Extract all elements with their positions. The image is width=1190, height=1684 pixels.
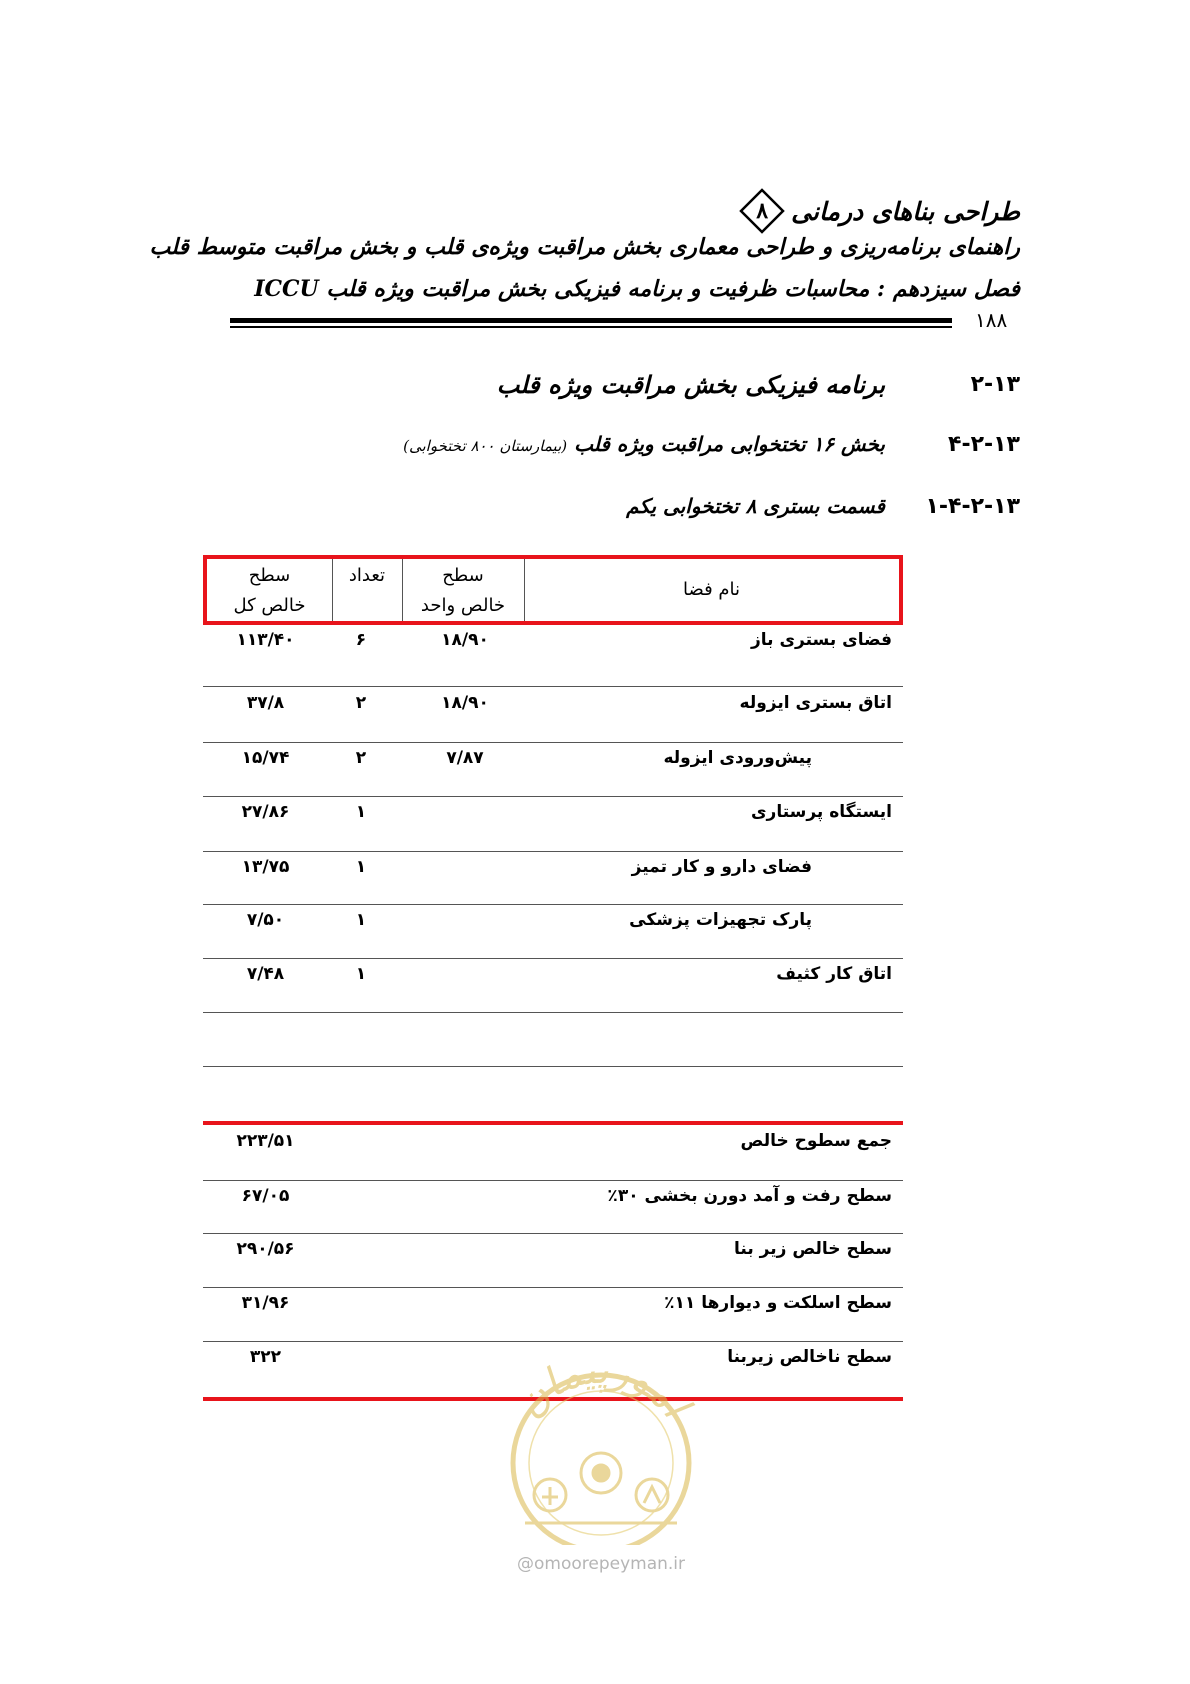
summary-row-total: ۲۲۳/۵۱ — [236, 1131, 295, 1151]
guide-title: راهنمای برنامه‌ریزی و طراحی معماری بخش مراقبت ویژه‌ی قلب و بخش مراقبت متوسط قلب — [149, 234, 1020, 260]
row-divider — [203, 796, 903, 797]
row-divider — [203, 958, 903, 959]
row-divider — [203, 904, 903, 905]
table-header — [203, 555, 903, 625]
row-divider — [203, 1066, 903, 1067]
summary-row-total: ۳۲۲ — [249, 1347, 282, 1367]
row-divider — [203, 686, 903, 687]
watermark-logo-text: امورپیمان — [506, 1346, 698, 1427]
table-row-name: اتاق بستری ایزوله — [739, 693, 892, 713]
header-unit-area-line2: خالص واحد — [420, 595, 506, 616]
summary-row-total: ۳۱/۹۶ — [241, 1293, 290, 1313]
table-row-total-area: ۷/۴۸ — [246, 964, 285, 984]
table-row-total-area: ۳۷/۸ — [246, 693, 285, 713]
page-number: ۱۸۸ — [975, 308, 1008, 332]
header-rule-thick — [230, 318, 952, 323]
table-row-total-area: ۲۷/۸۶ — [241, 802, 290, 822]
section-number-3: ۱-۴-۲-۱۳ — [925, 494, 1020, 519]
row-divider — [203, 1341, 903, 1342]
section-title-1 — [497, 370, 885, 399]
row-divider — [203, 1012, 903, 1013]
summary-row-name: سطح ناخالص زیربنا — [727, 1347, 892, 1367]
table-row-total-area: ۱۳/۷۵ — [241, 857, 290, 877]
summary-row-name: سطح رفت و آمد دورن بخشی ۳۰٪ — [607, 1186, 892, 1206]
table-row-name: اتاق کار کثیف — [776, 964, 892, 984]
summary-row-name: سطح خالص زیر بنا — [734, 1239, 892, 1259]
section-number-1: ۲-۱۳ — [970, 372, 1020, 397]
chapter-title: فصل سیزدهم : محاسبات ظرفیت و برنامه فیزیکی بخش مراقبت ویژه قلب ICCU — [254, 276, 1020, 302]
row-divider — [203, 1180, 903, 1181]
header-total-area-line2: خالص کل — [233, 595, 306, 616]
book-number: ۸ — [756, 198, 769, 224]
summary-row-total: ۲۹۰/۵۶ — [236, 1239, 295, 1259]
header-rule-thin — [230, 326, 952, 328]
header-total-area-line1: سطح — [248, 565, 291, 586]
book-number-diamond-icon — [739, 188, 785, 234]
table-row-unit-area: ۱۸/۹۰ — [441, 630, 489, 650]
header-total-area — [207, 561, 332, 621]
table-row-unit-area: ۱۸/۹۰ — [441, 693, 489, 713]
table-row-name: فضای بستری باز — [750, 630, 892, 650]
summary-row-name: جمع سطوح خالص — [740, 1131, 892, 1151]
table-row-name: پیش‌ورودی ایزوله — [663, 748, 812, 768]
watermark-url: @omoorepeyman.ir — [516, 1554, 686, 1574]
table-row-name: پارک تجهیزات پزشکی — [629, 910, 812, 930]
table-row-total-area: ۱۵/۷۴ — [241, 748, 290, 768]
watermark-logo-icon — [490, 1345, 712, 1545]
summary-row-total: ۶۷/۰۵ — [241, 1186, 290, 1206]
header-unit-area-line1: سطح — [442, 565, 484, 586]
row-divider — [203, 742, 903, 743]
section-title-3 — [626, 494, 885, 518]
table-row-unit-area: ۷/۸۷ — [446, 748, 484, 768]
table-row-name: فضای دارو و کار تمیز — [631, 857, 812, 877]
header-unit-area — [402, 561, 524, 621]
book-title: طراحی بناهای درمانی — [791, 196, 1020, 226]
section-title-2 — [403, 432, 885, 456]
row-divider — [203, 851, 903, 852]
section-number-2: ۴-۲-۱۳ — [948, 432, 1020, 457]
section-title-3-text: قسمت بستری ۸ تختخوابی یکم — [626, 494, 885, 518]
table-row-count: ۲ — [355, 693, 367, 713]
table-row-count: ۱ — [355, 802, 367, 822]
summary-top-red-rule — [203, 1121, 903, 1125]
row-divider — [203, 1287, 903, 1288]
section-title-2-note: (بیمارستان ۸۰۰ تختخوابی) — [403, 437, 568, 455]
table-row-count: ۶ — [355, 630, 367, 650]
book-title-line — [739, 188, 1020, 234]
header-count: تعداد — [348, 565, 386, 586]
section-title-2-text: بخش ۱۶ تختخوابی مراقبت ویژه قلب — [574, 432, 885, 456]
table-row-name: ایستگاه پرستاری — [750, 802, 892, 822]
summary-row-name: سطح اسلکت و دیوارها ۱۱٪ — [664, 1293, 892, 1313]
row-divider — [203, 1233, 903, 1234]
section-title-1-text: برنامه فیزیکی بخش مراقبت ویژه قلب — [496, 370, 885, 399]
header-space-name: نام فضا — [682, 579, 741, 600]
table-row-total-area: ۱۱۳/۴۰ — [236, 630, 295, 650]
table-row-count: ۱ — [355, 857, 367, 877]
table-row-count: ۲ — [355, 748, 367, 768]
table-row-count: ۱ — [355, 910, 367, 930]
table-row-count: ۱ — [355, 964, 367, 984]
table-row-total-area: ۷/۵۰ — [246, 910, 285, 930]
